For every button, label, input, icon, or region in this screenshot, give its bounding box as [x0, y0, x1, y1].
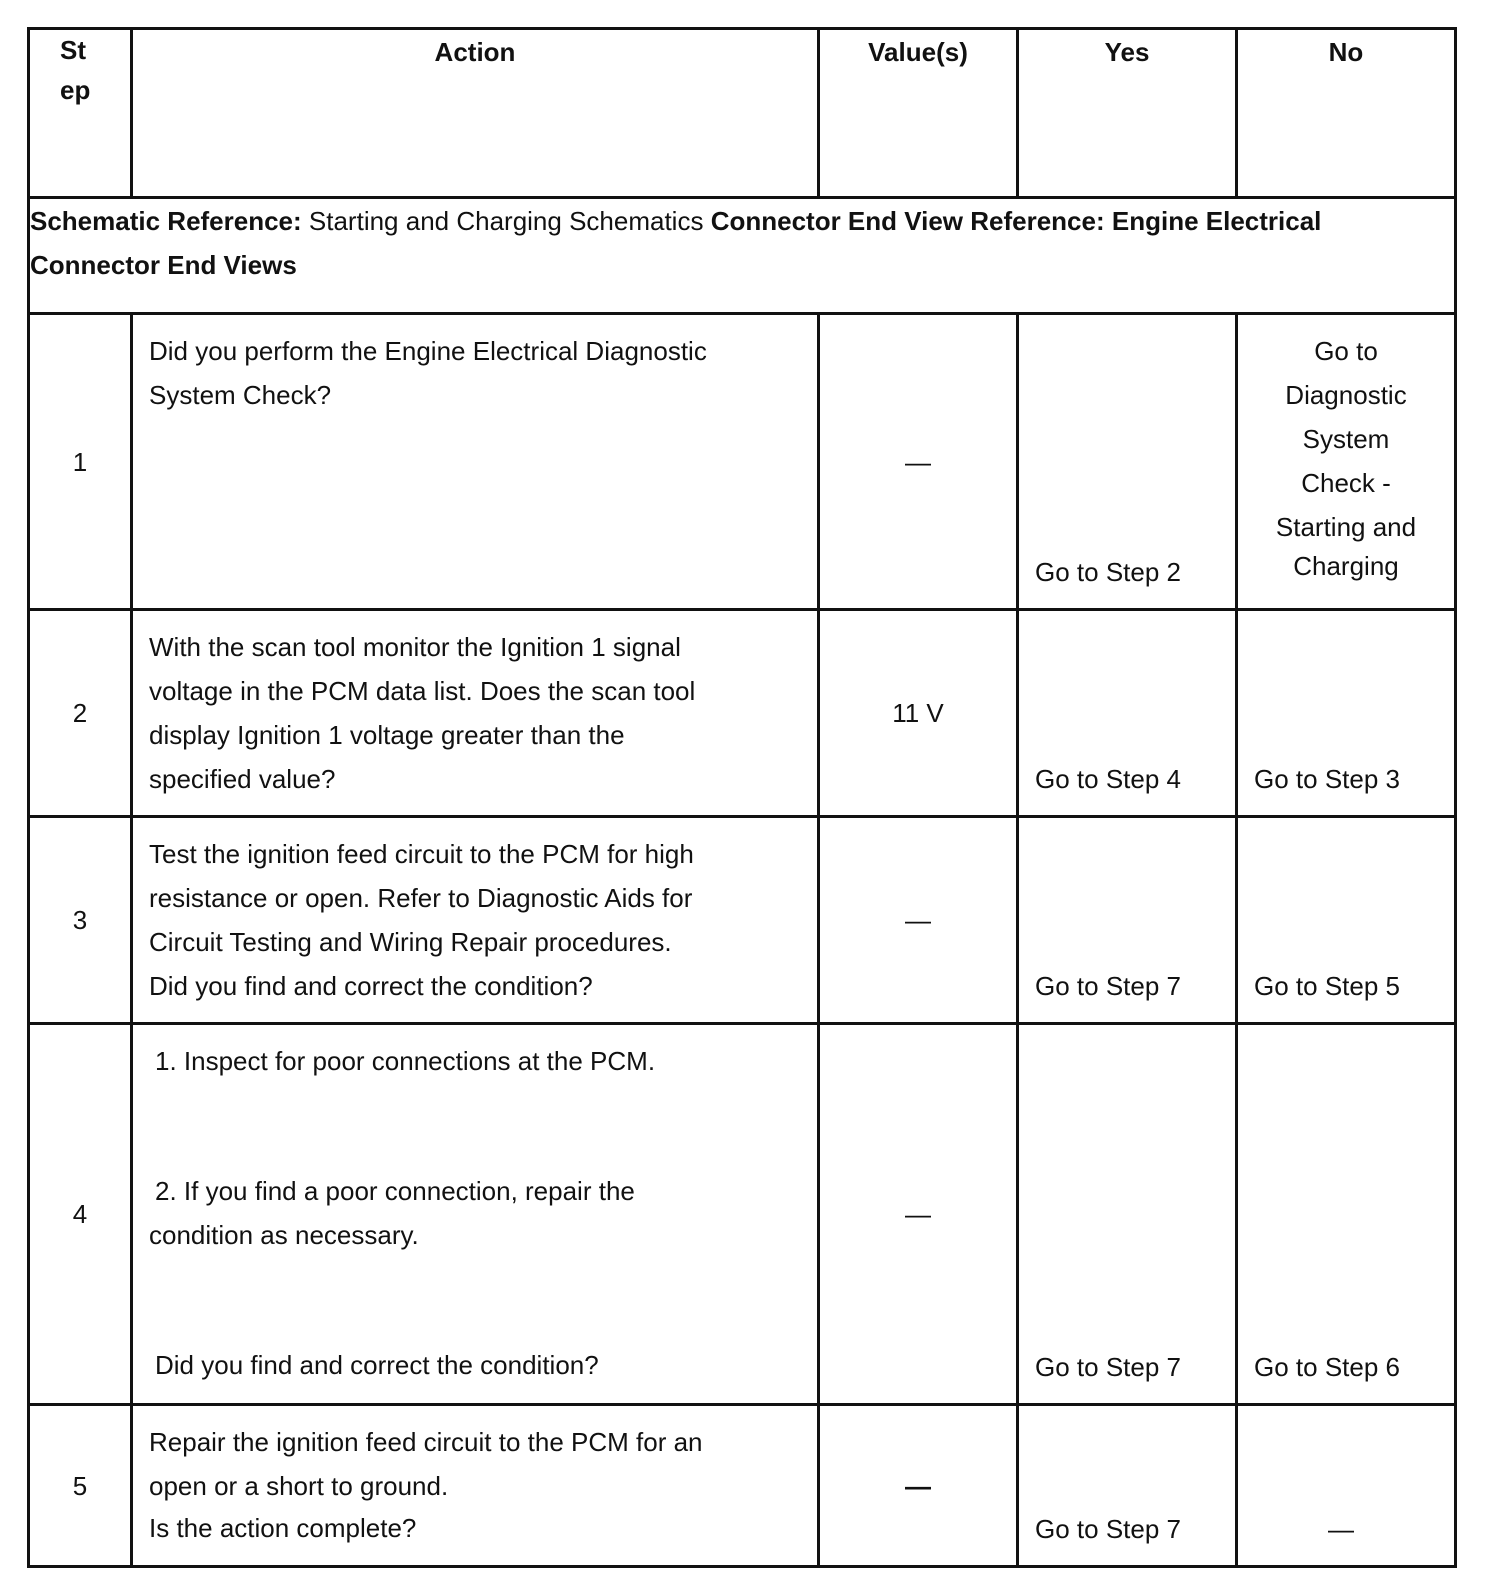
yes-link[interactable]: Go to Step 7: [1018, 1024, 1237, 1405]
step-number: 3: [29, 817, 132, 1024]
schematic-reference-label: Schematic Reference:: [30, 206, 302, 236]
header-values: Value(s): [819, 29, 1018, 198]
table-row: [29, 1024, 1456, 1405]
action-text: Did you perform the Engine Electrical Diagnostic System Check?: [132, 314, 819, 610]
step-number: 4: [29, 1024, 132, 1405]
value-text: —: [819, 817, 1018, 1024]
action-text: Repair the ignition feed circuit to the PCM for an open or a short to ground. Is the action complete?: [132, 1405, 819, 1567]
step-number: 2: [29, 610, 132, 817]
yes-link[interactable]: Go to Step 4: [1018, 610, 1237, 817]
connector-reference-label: Connector End View Reference: Engine Electrical Connector End Views: [30, 206, 1322, 280]
table-row: [29, 1405, 1456, 1567]
no-link[interactable]: Go to Step 3: [1237, 610, 1456, 817]
value-text: —: [819, 314, 1018, 610]
value-text: —: [819, 1024, 1018, 1405]
header-step: St ep: [29, 29, 132, 198]
no-link[interactable]: Go to Diagnostic System Check - Starting and Charging: [1237, 314, 1456, 610]
header-action: Action: [132, 29, 819, 198]
no-link[interactable]: Go to Step 6: [1237, 1024, 1456, 1405]
value-text: 11 V: [819, 610, 1018, 817]
diagnostic-table: [27, 27, 1457, 1568]
reference-row: [29, 198, 1456, 314]
yes-link[interactable]: Go to Step 7: [1018, 1405, 1237, 1567]
yes-link[interactable]: Go to Step 7: [1018, 817, 1237, 1024]
no-link: —: [1237, 1405, 1456, 1567]
step-number: 5: [29, 1405, 132, 1567]
action-text: With the scan tool monitor the Ignition 1 signal voltage in the PCM data list. Does the scan tool display Ignition 1 voltage greater than the specified value?: [132, 610, 819, 817]
action-text: Test the ignition feed circuit to the PCM for high resistance or open. Refer to Diagnostic Aids for Circuit Testing and Wiring Repair procedures. Did you find and correct the condition?: [132, 817, 819, 1024]
no-link[interactable]: Go to Step 5: [1237, 817, 1456, 1024]
header-yes: Yes: [1018, 29, 1237, 198]
reference-cell: [29, 198, 1456, 314]
header-row: [29, 29, 1456, 198]
value-text: —: [819, 1405, 1018, 1567]
action-text: 1. Inspect for poor connections at the PCM. 2. If you find a poor connection, repair the condition as necessary. Did you find and correct the condition?: [132, 1024, 819, 1405]
table-row: [29, 314, 1456, 610]
table-row: [29, 817, 1456, 1024]
table-row: [29, 610, 1456, 817]
step-number: 1: [29, 314, 132, 610]
schematic-reference-value: Starting and Charging Schematics: [301, 206, 711, 236]
header-no: No: [1237, 29, 1456, 198]
yes-link[interactable]: Go to Step 2: [1018, 314, 1237, 610]
